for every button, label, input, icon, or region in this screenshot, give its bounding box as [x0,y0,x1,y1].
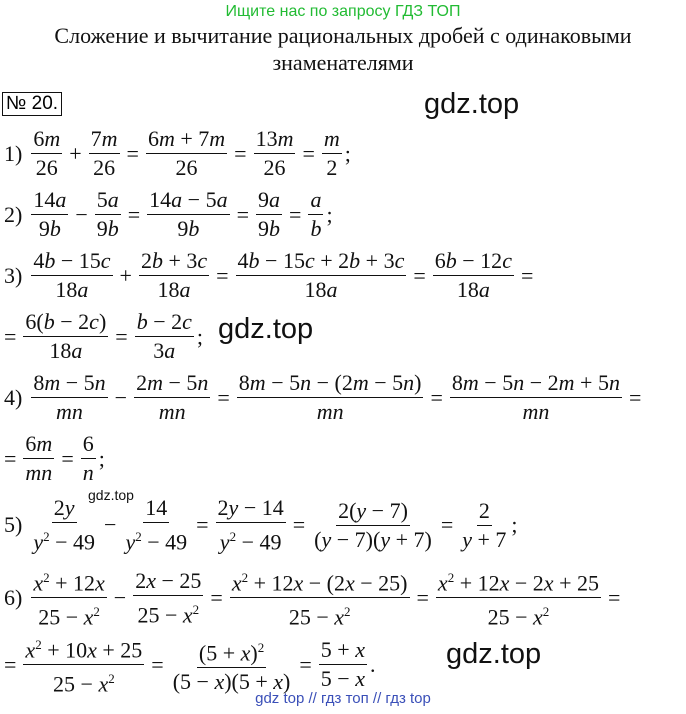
section-heading [0,22,686,76]
footer-watermark: gdz top // гдз топ // гдз top [255,690,431,707]
item-label: 1) [4,140,23,166]
solution-line-6-cont: = $\frac{x^2 + 10x + 25}{25 - x^2}$ = $\frac{(5 + x)^2}{(5 - x)(5 + x)}$ = $\frac{5 + x}{5 - x}$ . [4,632,375,698]
solution-line-3: 3) $\frac{4b - 15c}{18a}$ + $\frac{2b + 3c}{18a}$ = $\frac{4b - 15c + 2b + 3c}{18a}$ = $\frac{6b - 12c}{18a}$ = [4,248,534,302]
solution-line-3-cont: = $\frac{6(b - 2c)}{18a}$ = $\frac{b - 2c}{3a}$ ; [4,309,203,363]
solution-line-4-cont: = $\frac{6m}{mn}$ = $\frac{6}{n}$ ; [4,431,105,485]
watermark: gdz.top [446,638,542,670]
item-label: 6) [4,584,23,610]
watermark: gdz.top [218,313,314,345]
solution-line-4: 4) $\frac{8m - 5n}{mn}$ − $\frac{2m - 5n}{mn}$ = $\frac{8m - 5n - (2m - 5n)}{mn}$ = $\frac{8m - 5n - 2m + 5n}{mn}$ = [4,370,642,424]
solution-line-5: 5) $\frac{2y}{y^2 - 49}$ − $\frac{14}{y^2 - 49}$ = $\frac{2y - 14}{y^2 - 49}$ = $\frac{2(y - 7)}{(y - 7)(y + 7)}$ = $\frac{2}{y + 7}$ ; [4,495,518,555]
item-label: 2) [4,201,23,227]
item-label: 3) [4,262,23,288]
solution-line-6: 6) $\frac{x^2 + 12x}{25 - x^2}$ − $\frac{2x - 25}{25 - x^2}$ = $\frac{x^2 + 12x - (2x - 25)}{25 - x^2}$ = $\frac{x^2 + 12x - 2x + 25}{25 - x^2}$ = [4,565,624,631]
heading-line-1: Сложение и вычитание рациональных дробей с одинаковыми [54,23,632,48]
solution-line-2: 2) $\frac{14a}{9b}$ − $\frac{5a}{9b}$ = $\frac{14a - 5a}{9b}$ = $\frac{9a}{9b}$ = $\frac{a}{b}$ ; [4,187,333,241]
solution-line-1: 1) $\frac{6m}{26}$ + $\frac{7m}{26}$ = $\frac{6m + 7m}{26}$ = $\frac{13m}{26}$ = $\frac{m}{2}$ ; [4,126,351,180]
heading-line-2: знаменателями [272,50,414,75]
item-label: 4) [4,384,23,410]
search-banner: Ищите нас по запросу ГДЗ ТОП [225,3,461,20]
watermark: gdz.top [424,88,520,120]
item-label: 5) [4,512,23,538]
task-number-badge: № 20. [2,92,62,116]
watermark: gdz.top [88,487,134,503]
